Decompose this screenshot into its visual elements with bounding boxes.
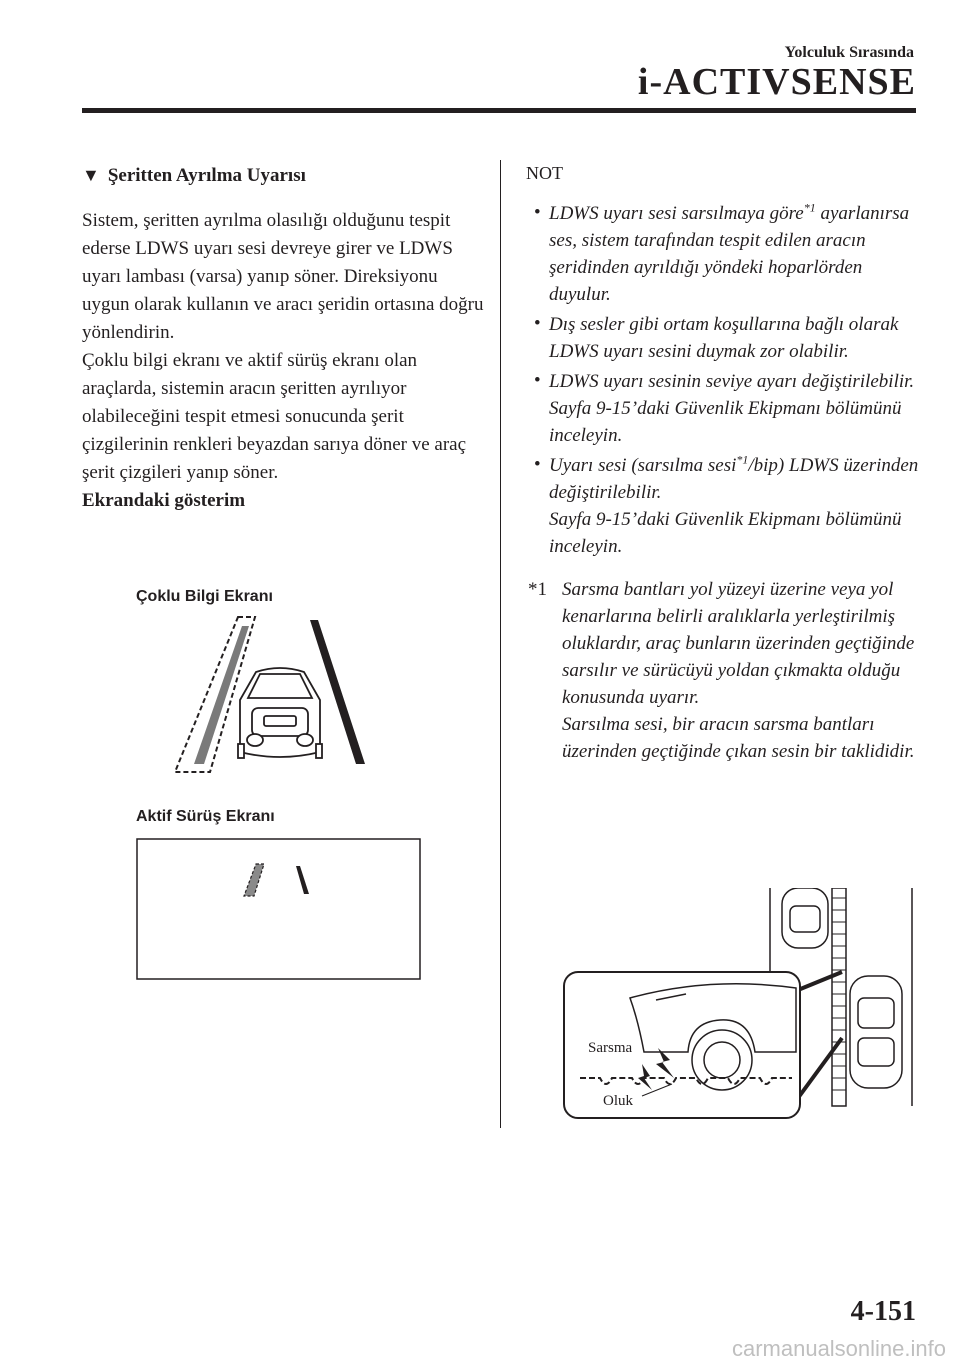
page-number: 4-151 [850,1296,916,1327]
groove-label: Oluk [603,1093,633,1109]
footnote: *1 Sarsma bantları yol yüzeyi üzerine veya yol kenarlarına belirli aralıklarla yerleştirilmiş oluklardır, araç bunların üzerinden geçtiğinde sarsılır ve sürücüyü yoldan çıkmakta olduğu konusunda uyarır. Sarsılma sesi, bir aracın sarsma bantları üzerinden geçtiğinde çıkan sesin bir taklididir. [522,576,922,765]
column-divider [500,160,501,1128]
note-item: • LDWS uyarı sesinin seviye ayarı değiştirilebilir. Sayfa 9-15’daki Güvenlik Ekipmanı bölümünü inceleyin. [534,370,915,446]
note-item: • LDWS uyarı sesi sarsılmaya göre$^{*1}$ ayarlanırsa ses, sistem tarafından tespit edilen aracın şeridinden ayrıldığı yöndeki hoparlörden duyulur. [534,200,910,305]
note-item: • Uyarı sesi (sarsılma sesi$^{*1}$/bip) LDWS üzerinden değiştirilebilir. Sayfa 9-15’daki Güvenlik Ekipmanı bölümünü inceleyin. [534,452,919,557]
right-column [522,160,922,765]
rumble-label: Sarsma [588,1040,633,1056]
rumble-strip-band [832,888,846,1106]
chapter-title: i-ACTIVSENSE [637,61,916,103]
ads-frame [137,839,420,979]
section-title: ▼ Şeritten Ayrılma Uyarısı [82,165,306,186]
rumble-strip-figure [560,888,930,1120]
chapter-subtitle: Yolculuk Sırasında [784,44,914,61]
paragraph-2: Çoklu bilgi ekranı ve aktif sürüş ekranı olan araçlarda, sistemin aracın şeritten ayrılıyor olabileceğini tespit etmesi sonucunda şerit çizgilerinin renkleri beyazdan sarıya döner ve araç şerit çizgileri yanıp söner. [82,350,467,483]
ads-figure [136,838,421,980]
left-column [82,160,487,515]
footer-watermark: carmanualsonline.info [731,1336,946,1361]
screen-heading: Ekrandaki gösterim [82,490,246,511]
footnote-mark: *1 [528,579,547,600]
triangle-bullet-icon: ▼ [82,165,100,185]
paragraph-1: Sistem, şeritten ayrılma olasılığı olduğunu tespit ederse LDWS uyarı sesi devreye girer ve LDWS uyarı lambası (varsa) yanıp söner. Direksiyonu uygun olarak kullanın ve aracı şeridin ortasına doğru yönlendirin. [82,210,484,343]
mid-label: Çoklu Bilgi Ekranı [136,588,273,605]
header-rule [82,108,916,113]
note-list [522,200,922,560]
mid-figure [160,612,380,777]
note-heading: NOT [526,163,563,183]
ads-label: Aktif Sürüş Ekranı [136,808,275,825]
car-drifting-icon [850,976,902,1088]
car-top-view-icon [782,888,828,948]
note-item: • Dış sesler gibi ortam koşullarına bağlı olarak LDWS uyarı sesini duymak zor olabilir. [534,313,899,362]
car-rear-icon [238,668,322,758]
